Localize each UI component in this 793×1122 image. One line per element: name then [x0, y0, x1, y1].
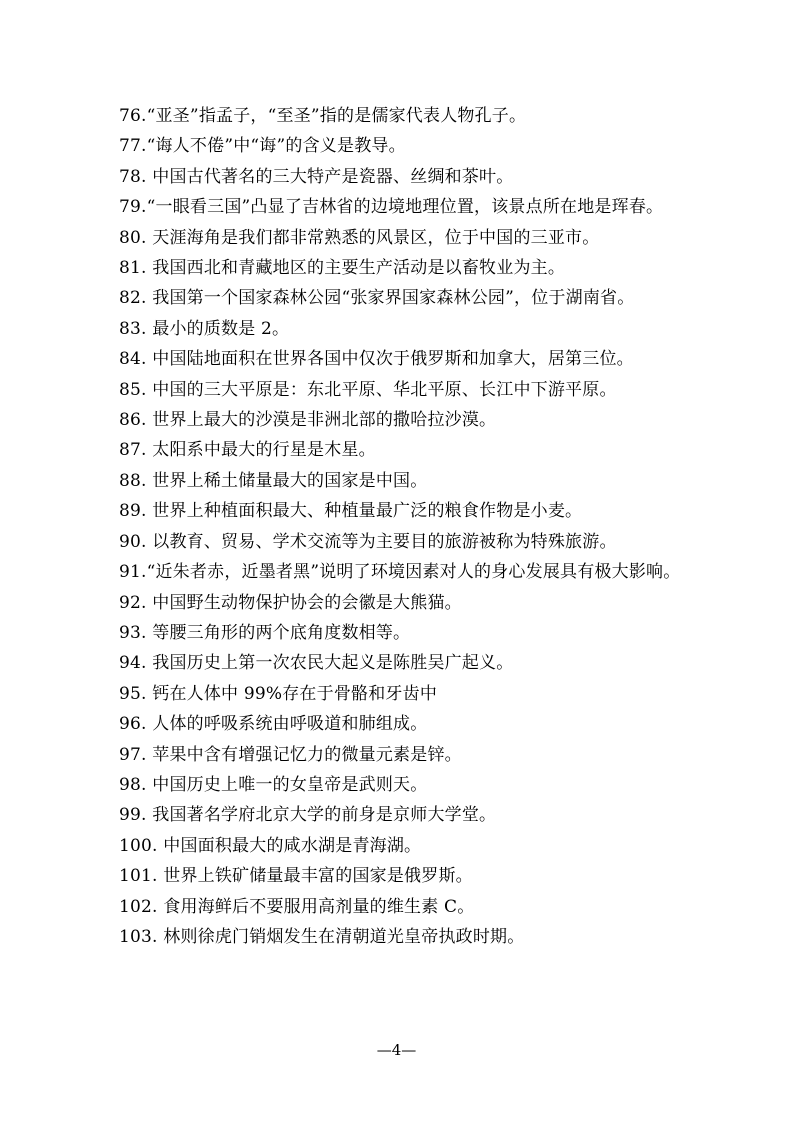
- list-item: 76.“亚圣”指孟子，“至圣”指的是儒家代表人物孔子。: [119, 106, 527, 126]
- list-item: 77.“诲人不倦”中“诲”的含义是教导。: [119, 136, 406, 157]
- list-item: 98. 中国历史上唯一的女皇帝是武则天。: [119, 774, 428, 795]
- list-item: 78. 中国古代著名的三大特产是瓷器、丝绸和茶叶。: [119, 166, 514, 187]
- list-item: 97. 苹果中含有增强记忆力的微量元素是锌。: [119, 744, 462, 765]
- list-item: 93. 等腰三角形的两个底角度数相等。: [119, 622, 411, 643]
- list-item: 85. 中国的三大平原是：东北平原、华北平原、长江中下游平原。: [119, 379, 617, 400]
- list-item: 94. 我国历史上第一次农民大起义是陈胜吴广起义。: [119, 653, 514, 674]
- list-item: 87. 太阳系中最大的行星是木星。: [119, 440, 376, 461]
- list-item: 82. 我国第一个国家森林公园“张家界国家森林公园”，位于湖南省。: [119, 288, 635, 309]
- page-number: —4—: [376, 1041, 417, 1059]
- list-item: 92. 中国野生动物保护协会的会徽是大熊猫。: [119, 592, 462, 613]
- list-item: 89. 世界上种植面积最大、种植量最广泛的粮食作物是小麦。: [119, 501, 583, 522]
- list-item: 81. 我国西北和青藏地区的主要生产活动是以畜牧业为主。: [119, 258, 566, 279]
- list-item: 102. 食用海鲜后不要服用高剂量的维生素 C。: [119, 896, 475, 917]
- list-item: 95. 钙在人体中 99%存在于骨骼和牙齿中: [119, 683, 438, 704]
- list-item: 83. 最小的质数是 2。: [119, 318, 290, 339]
- list-item: 90. 以教育、贸易、学术交流等为主要目的旅游被称为特殊旅游。: [119, 531, 617, 552]
- list-item: 91.“近朱者赤，近墨者黑”说明了环境因素对人的身心发展具有极大影响。: [119, 562, 681, 583]
- list-item: 80. 天涯海角是我们都非常熟悉的风景区，位于中国的三亚市。: [119, 227, 600, 248]
- list-item: 86. 世界上最大的沙漠是非洲北部的撒哈拉沙漠。: [119, 410, 497, 431]
- list-item: 84. 中国陆地面积在世界各国中仅次于俄罗斯和加拿大，居第三位。: [119, 349, 634, 370]
- document-body: [119, 101, 689, 952]
- list-item: 96. 人体的呼吸系统由呼吸道和肺组成。: [119, 714, 428, 735]
- list-item: 88. 世界上稀土储量最大的国家是中国。: [119, 470, 428, 491]
- list-item: 101. 世界上铁矿储量最丰富的国家是俄罗斯。: [119, 866, 473, 887]
- list-item: 99. 我国著名学府北京大学的前身是京师大学堂。: [119, 805, 497, 826]
- list-item: 100. 中国面积最大的咸水湖是青海湖。: [119, 835, 422, 856]
- list-item: 79.“一眼看三国”凸显了吉林省的边境地理位置，该景点所在地是珲春。: [119, 197, 664, 218]
- list-item: 103. 林则徐虎门销烟发生在清朝道光皇帝执政时期。: [119, 926, 525, 947]
